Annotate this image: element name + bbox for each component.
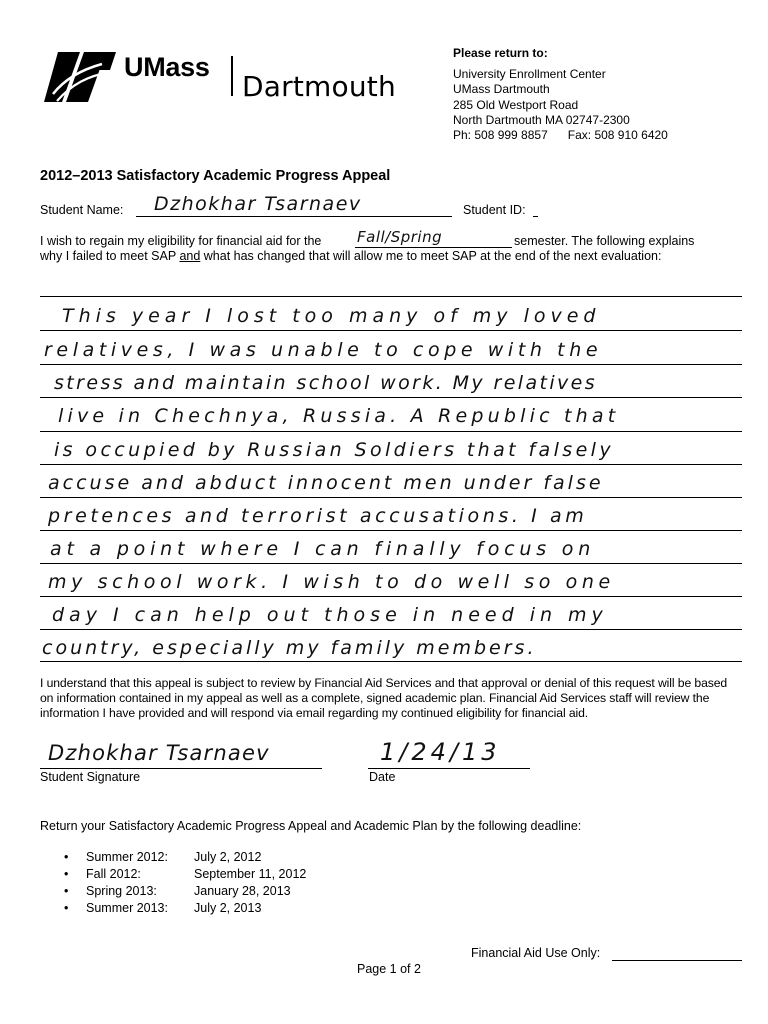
deadline-term: Spring 2013: — [86, 884, 157, 898]
student-name-field[interactable] — [136, 194, 452, 217]
handwritten-line: stress and maintain school work. My relatives — [54, 372, 598, 394]
contact-row — [453, 128, 668, 143]
return-line: UMass Dartmouth — [453, 82, 550, 97]
deadline-date: January 28, 2013 — [194, 884, 291, 898]
student-name-value: Dzhokhar Tsarnaev — [154, 193, 362, 215]
brand-name: UMass — [124, 52, 210, 82]
bullet-icon: • — [64, 884, 69, 898]
return-heading: Please return to: — [453, 46, 548, 60]
writing-line — [40, 530, 742, 531]
student-id-field[interactable] — [533, 206, 538, 217]
date-label: Date — [369, 770, 396, 784]
phone-number: Ph: 508 999 8857 — [453, 128, 548, 143]
acknowledgement-text: I understand that this appeal is subject to review by Financial Aid Services and that approval or denial of this request will be based on information contained in my appeal as well as a complete, signed academic plan. Financial Aid Services staff will review the information I have provided and will respond via email regarding my continued eligibility for financial aid. — [40, 676, 728, 720]
writing-line — [40, 364, 742, 365]
office-use-label: Financial Aid Use Only: — [471, 946, 601, 960]
return-line: University Enrollment Center — [453, 67, 606, 82]
regain-prefix: I wish to regain my eligibility for financial aid for the — [40, 234, 322, 248]
handwritten-line: is occupied by Russian Soldiers that falsely — [54, 439, 614, 461]
handwritten-line: country, especially my family members. — [42, 637, 537, 659]
deadline-term: Summer 2012: — [86, 850, 168, 864]
deadline-term: Summer 2013: — [86, 901, 168, 915]
date-value: 1/24/13 — [380, 738, 501, 766]
return-line: North Dartmouth MA 02747-2300 — [453, 112, 630, 127]
bullet-icon: • — [64, 867, 69, 881]
deadline-term: Fall 2012: — [86, 867, 141, 881]
writing-line — [40, 596, 742, 597]
student-id-label: Student ID: — [463, 203, 526, 217]
bullet-icon: • — [64, 850, 69, 864]
deadline-item — [64, 849, 306, 866]
semester-field[interactable] — [355, 229, 512, 248]
brand-campus: Dartmouth — [242, 70, 396, 103]
writing-line — [40, 661, 742, 662]
writing-line — [40, 497, 742, 498]
handwritten-line: pretences and terrorist accusations. I am — [48, 505, 588, 527]
handwritten-line: my school work. I wish to do well so one — [48, 571, 615, 593]
return-line: 285 Old Westport Road — [453, 97, 579, 112]
writing-line — [40, 563, 742, 564]
deadline-item — [64, 883, 306, 900]
handwritten-line: accuse and abduct innocent men under false — [48, 472, 604, 494]
handwritten-line: day I can help out those in need in my — [52, 604, 608, 626]
handwritten-line: relatives, I was unable to cope with the — [44, 339, 603, 361]
writing-line — [40, 431, 742, 432]
semester-value: Fall/Spring — [357, 228, 443, 246]
explain-post: what has changed that will allow me to meet SAP at the end of the next evaluation: — [200, 249, 662, 263]
signature-value: Dzhokhar Tsarnaev — [48, 741, 270, 765]
deadline-date: September 11, 2012 — [194, 867, 307, 881]
date-field[interactable] — [368, 740, 530, 769]
office-use-field[interactable] — [612, 946, 742, 961]
deadline-item — [64, 900, 306, 917]
brand-divider — [231, 56, 233, 96]
writing-line — [40, 397, 742, 398]
page-number: Page 1 of 2 — [357, 962, 421, 976]
handwritten-line: live in Chechnya, Russia. A Republic that — [58, 405, 620, 427]
fax-number: Fax: 508 910 6420 — [567, 128, 668, 143]
signature-field[interactable] — [40, 741, 322, 769]
writing-line — [40, 296, 742, 297]
deadline-item — [64, 866, 306, 883]
deadline-date: July 2, 2012 — [194, 850, 262, 864]
return-address — [453, 46, 668, 143]
explain-pre: why I failed to meet SAP — [40, 249, 180, 263]
explain-text — [40, 249, 661, 263]
handwritten-line: This year I lost too many of my loved — [62, 305, 601, 327]
umass-logo-icon — [44, 46, 116, 108]
form-title: 2012–2013 Satisfactory Academic Progress Appeal — [40, 168, 391, 184]
deadline-list — [64, 849, 306, 917]
deadline-intro: Return your Satisfactory Academic Progress Appeal and Academic Plan by the following deadline: — [40, 819, 582, 833]
writing-line — [40, 629, 742, 630]
deadline-date: July 2, 2013 — [194, 901, 262, 915]
regain-suffix: semester. The following explains — [514, 234, 695, 248]
signature-label: Student Signature — [40, 770, 141, 784]
student-name-label: Student Name: — [40, 203, 124, 217]
writing-line — [40, 330, 742, 331]
writing-line — [40, 464, 742, 465]
handwritten-line: at a point where I can finally focus on — [50, 538, 596, 560]
explain-and: and — [179, 249, 201, 263]
bullet-icon: • — [64, 901, 69, 915]
